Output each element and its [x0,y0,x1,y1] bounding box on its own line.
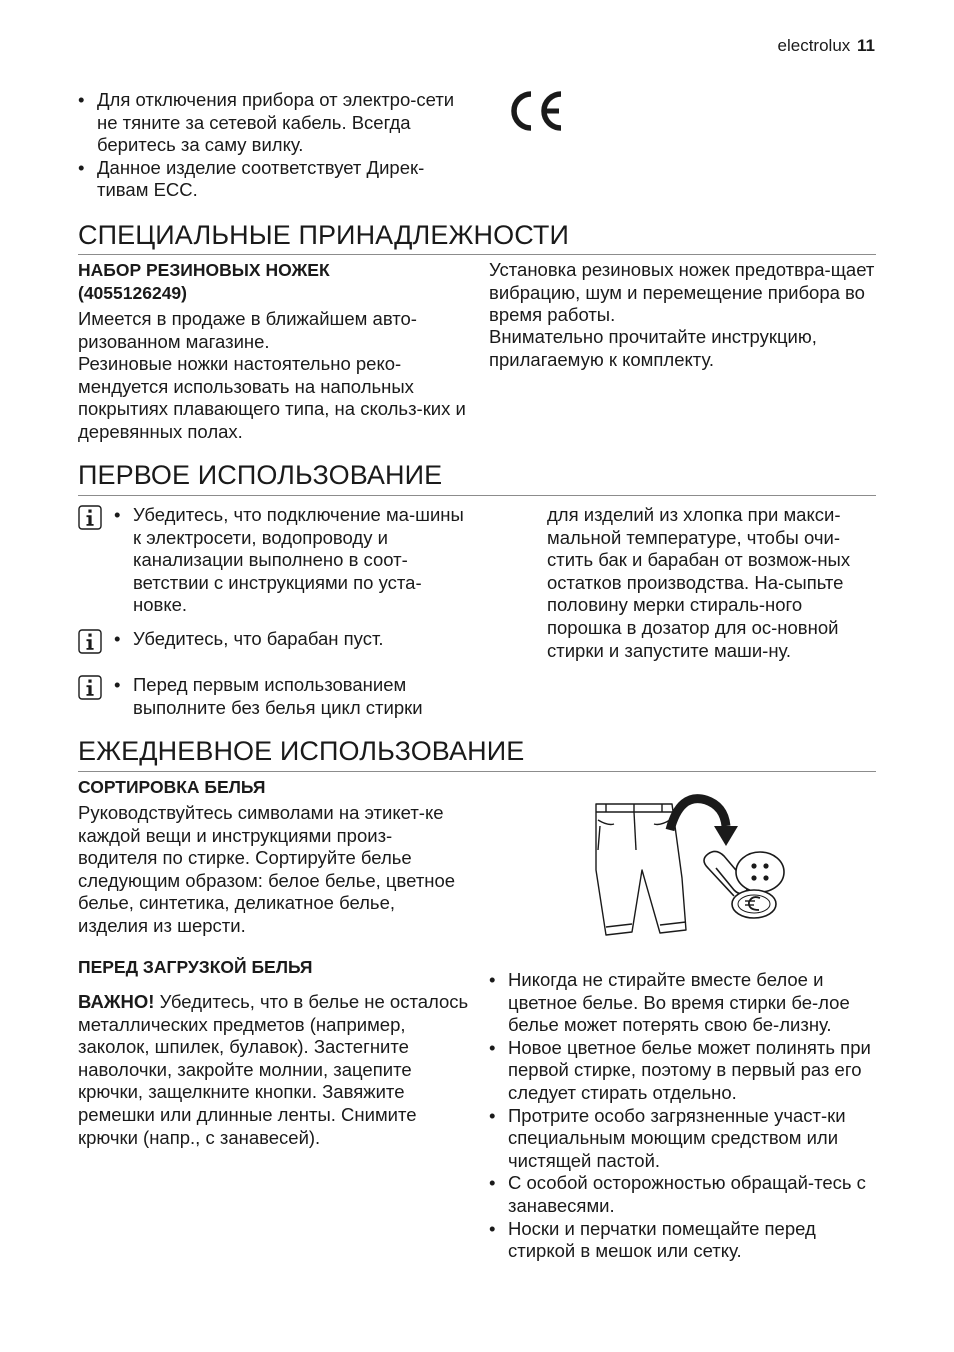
page-header [778,36,875,56]
section-title-accessories: СПЕЦИАЛЬНЫЕ ПРИНАДЛЕЖНОСТИ [78,220,570,250]
important-label: ВАЖНО! [78,991,155,1012]
list-item: • Никогда не стирайте вместе белое и цветное белье. Во время стирки бе-лое белье может потерять свою бе-лизну. [489,969,884,1037]
laundry-tips-list [489,969,884,1263]
list-item: • Протрите особо загрязненные участ-ки специальным моющим средством или чистящей пастой. [489,1105,884,1173]
paragraph: Установка резиновых ножек предотвра-щает вибрацию, шум и перемещение прибора во время работы. [489,259,875,326]
subsection-title-sorting: СОРТИРОВКА БЕЛЬЯ [78,777,266,797]
info-icon [78,629,102,654]
subsection-title-before-loading: ПЕРЕД ЗАГРУЗКОЙ БЕЛЬЯ [78,957,313,977]
list-item: • Убедитесь, что подключение ма-шины к электросети, водопроводу и канализации выполнено в соот-ветствии с инструкциями по уста-новке. [114,504,466,617]
section-divider [78,495,876,496]
section-divider [78,771,876,772]
list-item: • Для отключения прибора от электро-сети не тяните за сетевой кабель. Всегда беритесь за саму вилку. [78,89,470,157]
ce-mark-logo [507,90,565,132]
list-item: • Новое цветное белье может полинять при первой стирке, поэтому в первый раз его следует стирать отдельно. [489,1037,884,1105]
section-title-daily-use: ЕЖЕДНЕВНОЕ ИСПОЛЬЗОВАНИЕ [78,736,525,766]
info-icon [78,505,102,530]
list-item: • Перед первым использованием выполните без белья цикл стирки [114,674,466,719]
info-note-list [114,628,466,651]
brand-name: electrolux [777,36,851,55]
intro-bullet-list [78,89,470,202]
page-number: 11 [857,36,875,55]
paragraph: Резиновые ножки настоятельно реко-мендуется использовать на напольных покрытиях плавающего типа, на скольз-ких и деревянных полах. [78,353,466,442]
list-item: • Данное изделие соответствует Дирек-тивам ЕСС. [78,157,470,202]
pockets-illustration [584,790,804,952]
paragraph: Руководствуйтесь символами на этикет-ке каждой вещи и инструкциями произ-водителя по стирке. Сортируйте белье следующим образом: белое белье, цветное белье, синтетика, деликатное белье, изделия из шерсти. [78,802,456,936]
paragraph: Внимательно прочитайте инструкцию, прилагаемую к комплекту. [489,326,817,370]
paragraph: Имеется в продаже в ближайшем авто-ризованном магазине. [78,308,417,352]
list-item: • Носки и перчатки помещайте перед стиркой в мешок или сетку. [489,1218,884,1263]
paragraph-continuation: для изделий из хлопка при макси-мальной температуре, чтобы очи-стить бак и барабан от возмож-ных остатков производства. На-сыпьте половину мерки стираль-ного порошка в дозатор для ос-новной стирки и запустите маши-ну. [547,504,851,661]
list-item: • С особой осторожностью обращай-тесь с занавесями. [489,1172,884,1217]
ce-mark [507,90,565,132]
important-paragraph [78,991,470,1149]
list-item: • Убедитесь, что барабан пуст. [114,628,466,651]
info-note-list [114,674,466,719]
section-divider [78,254,876,255]
important-text: Убедитесь, что в белье не осталось металлических предметов (например, заколок, шпилек, булавок). Застегните наволочки, закройте молнии, зацепите крючки, защелкните кнопки. Завяжите ремешки или длинные ленты. Снимите крючки (напр., с занавесей). [78,991,469,1148]
subsection-title-rubber-feet: НАБОР РЕЗИНОВЫХ НОЖЕК (4055126249) [78,260,330,303]
info-note-list [114,504,466,617]
info-icon [78,675,102,700]
section-title-first-use: ПЕРВОЕ ИСПОЛЬЗОВАНИЕ [78,460,443,490]
